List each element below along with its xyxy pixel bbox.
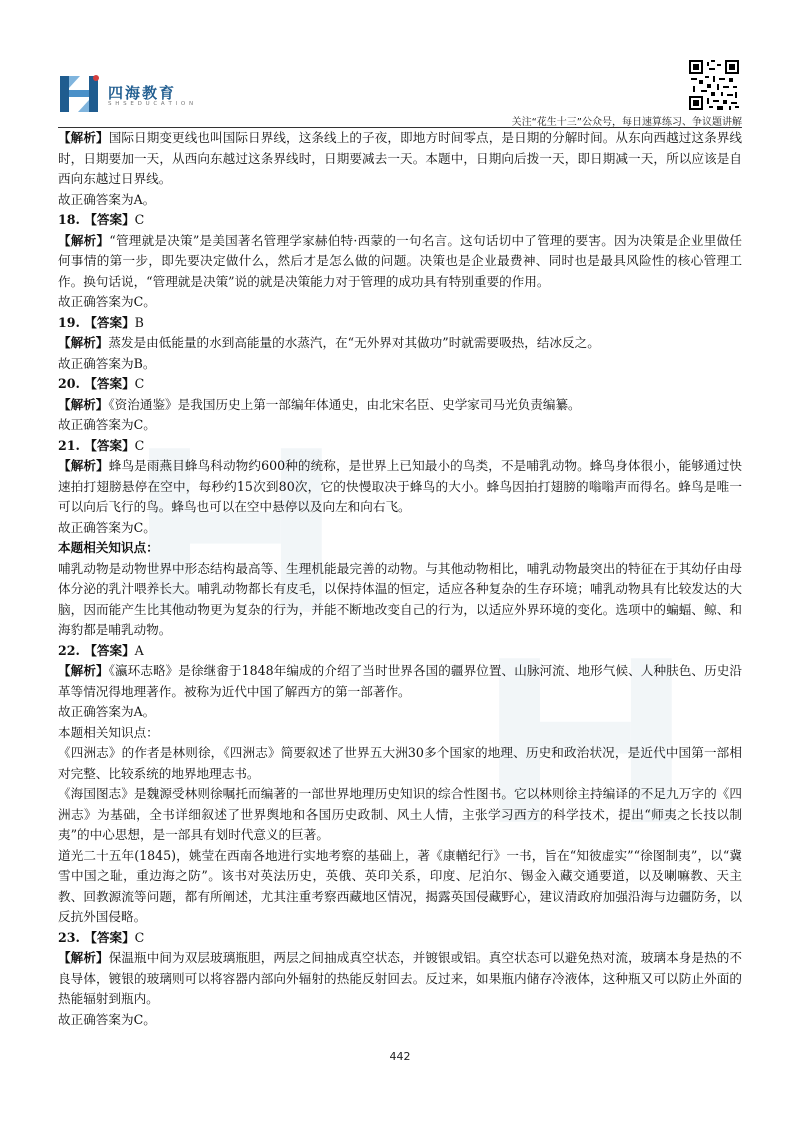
text-paragraph (58, 190, 742, 211)
paragraph-text: 保温瓶中间为双层玻璃瓶胆，两层之间抽成真空状态，并镀银或铝。真空状态可以避免热对流，玻璃本身是热的不良导体，镀银的玻璃则可以将容器内部向外辐射的热能反射回去。反过来，如果瓶内储存冷液体，这种瓶又可以防止外面的热能辐射到瓶内。 (58, 950, 743, 1006)
text-paragraph (58, 354, 742, 375)
text-paragraph (58, 231, 742, 293)
text-paragraph (58, 210, 742, 231)
paragraph-keyword: 【解析】 (58, 335, 109, 350)
paragraph-text: 哺乳动物是动物世界中形态结构最高等、生理机能最完善的动物。与其他动物相比，哺乳动物最突出的特征在于其幼仔由母体分泌的乳汁喂养长大。哺乳动物都长有皮毛，以保持体温的恒定，适应各种复杂的生存环境；哺乳动物具有比较发达的大脑，因而能产生比其他动物更为复杂的行为，并能不断地改变自己的行为，以适应外界环境的变化。选项中的蝙蝠、鲸、和海豹都是哺乳动物。 (58, 560, 742, 637)
paragraph-text: C (134, 437, 145, 453)
text-paragraph (58, 518, 742, 539)
paragraph-text: A (134, 642, 144, 658)
paragraph-text: 《海国图志》是魏源受林则徐嘱托而编著的一部世界地理历史知识的综合性图书。它以林则徐主持编译的不足九万字的《四洲志》为基础，全书详细叙述了世界舆地和各国历史政制、风土人情，主张学习西方的科学技术，提出“师夷之长技以制夷”的中心思想，是一部具有划时代意义的巨著。 (58, 786, 742, 842)
text-paragraph (58, 559, 742, 641)
answer-explanations (58, 128, 742, 1030)
paragraph-text: “管理就是决策”是美国著名管理学家赫伯特·西蒙的一句名言。这句话切中了管理的要害。因为决策是企业里做任何事情的第一步，即先要决定做什么，然后才是怎么做的问题。决策也是企业最费神、同时也是最具风险性的核心管理工作。换句话说，“管理就是决策”说的就是决策能力对于管理的成功具有特别重要的作用。 (58, 232, 742, 289)
paragraph-keyword: 【解析】 (58, 458, 109, 473)
paragraph-text: 蒸发是由低能量的水到高能量的水蒸汽，在“无外界对其做功”时就需要吸热，结冰反之。 (108, 335, 600, 350)
text-paragraph (58, 374, 742, 395)
paragraph-keyword: 【解析】 (58, 130, 109, 145)
paragraph-text: 故正确答案为C。 (58, 1011, 156, 1027)
text-paragraph (58, 292, 742, 313)
paragraph-text: 《四洲志》的作者是林则徐，《四洲志》简要叙述了世界五大洲30多个国家的地理、历史和政治状况，是近代中国第一部相对完整、比较系统的地界地理志书。 (58, 745, 742, 781)
paragraph-text: 道光二十五年(1845)，姚莹在西南各地进行实地考察的基础上，著《康輶纪行》一书，旨在“知彼虚实”“徐图制夷”，以“冀雪中国之耻，重边海之防”。该书对英法历史，英俄、英印关系，印度、尼泊尔、锡金入藏交通要道，以及喇嘛教、天主教、回教源流等问题，都有所阐述，尤其注重考察西藏地区情况，揭露英国侵藏野心，建议清政府加强沿海与边疆防务，以反抗外国侵略。 (58, 847, 742, 924)
siha-logo-icon (58, 72, 102, 116)
paragraph-text: C (134, 212, 145, 227)
page-header (0, 0, 800, 130)
paragraph-text: 故正确答案为C。 (58, 417, 156, 432)
text-paragraph (58, 395, 742, 416)
text-paragraph (58, 743, 742, 784)
paragraph-text: 《瀛环志略》是徐继畬于1848年编成的介绍了当时世界各国的疆界位置、山脉河流、地形气候、人种肤色、历史沿革等情况得地理著作。被称为近代中国了解西方的第一部著作。 (58, 663, 742, 699)
paragraph-keyword: 19. 【答案】 (58, 314, 135, 330)
text-paragraph (58, 784, 742, 846)
text-paragraph (58, 1010, 742, 1031)
text-paragraph (58, 702, 742, 723)
page-number: 442 (389, 1050, 411, 1063)
paragraph-keyword: 本题相关知识点： (58, 540, 159, 555)
paragraph-text: 《资治通鉴》是我国历史上第一部编年体通史，由北宋名臣、史学家司马光负责编纂。 (108, 396, 581, 412)
paragraph-keyword: 22. 【答案】 (58, 642, 135, 658)
paragraph-keyword: 【解析】 (58, 232, 110, 248)
text-paragraph (58, 928, 742, 949)
paragraph-text: 故正确答案为B。 (58, 355, 156, 371)
paragraph-text: 故正确答案为A。 (58, 191, 156, 207)
text-paragraph (58, 661, 742, 702)
qr-code-icon (689, 60, 739, 110)
paragraph-keyword: 【解析】 (58, 396, 109, 412)
text-paragraph (58, 128, 742, 190)
paragraph-text: 蜂鸟是雨燕目蜂鸟科动物约600种的统称，是世界上已知最小的鸟类，不是哺乳动物。蜂鸟身体很小，能够通过快速拍打翅膀悬停在空中，每秒约15次到80次，它的快慢取决于蜂鸟的大小。蜂鸟因拍打翅膀的嗡嗡声而得名。蜂鸟是唯一可以向后飞行的鸟。蜂鸟也可以在空中悬停以及向左和向右飞。 (58, 458, 742, 514)
text-paragraph (58, 456, 742, 518)
text-paragraph (58, 333, 742, 354)
text-paragraph (58, 846, 742, 928)
header-promo-text: 关注“花生十三”公众号，每日速算练习、争议题讲解 (511, 117, 742, 128)
text-paragraph (58, 436, 742, 457)
paragraph-keyword: 【解析】 (58, 663, 109, 678)
text-paragraph (58, 415, 742, 436)
paragraph-keyword: 21. 【答案】 (58, 437, 135, 453)
paragraph-text: 故正确答案为A。 (58, 704, 156, 719)
paragraph-text: 故正确答案为C。 (58, 294, 156, 309)
paragraph-keyword: 23. 【答案】 (58, 929, 135, 945)
logo-subtitle: S H S E D U C A T I O N (108, 101, 195, 107)
paragraph-text: C (134, 376, 145, 391)
paragraph-text: C (134, 929, 145, 945)
paragraph-text: 本题相关知识点： (58, 724, 159, 740)
paragraph-keyword: 18. 【答案】 (58, 212, 135, 227)
paragraph-keyword: 20. 【答案】 (58, 376, 135, 391)
paragraph-text: B (134, 314, 144, 330)
paragraph-text: 故正确答案为C。 (58, 519, 156, 535)
text-paragraph (58, 948, 742, 1010)
logo-text: 四海教育 (108, 84, 177, 102)
text-paragraph (58, 641, 742, 662)
text-paragraph (58, 723, 742, 744)
paragraph-keyword: 【解析】 (58, 950, 109, 965)
text-paragraph (58, 538, 742, 559)
paragraph-text: 国际日期变更线也叫国际日界线，这条线上的子夜，即地方时间零点，是日期的分解时间。从东向西越过这条界线时，日期要加一天，从西向东越过这条界线时，日期要减去一天。本题中，日期向后拨一天，即日期减一天，所以应该是自西向东越过日界线。 (58, 130, 743, 186)
text-paragraph (58, 313, 742, 334)
